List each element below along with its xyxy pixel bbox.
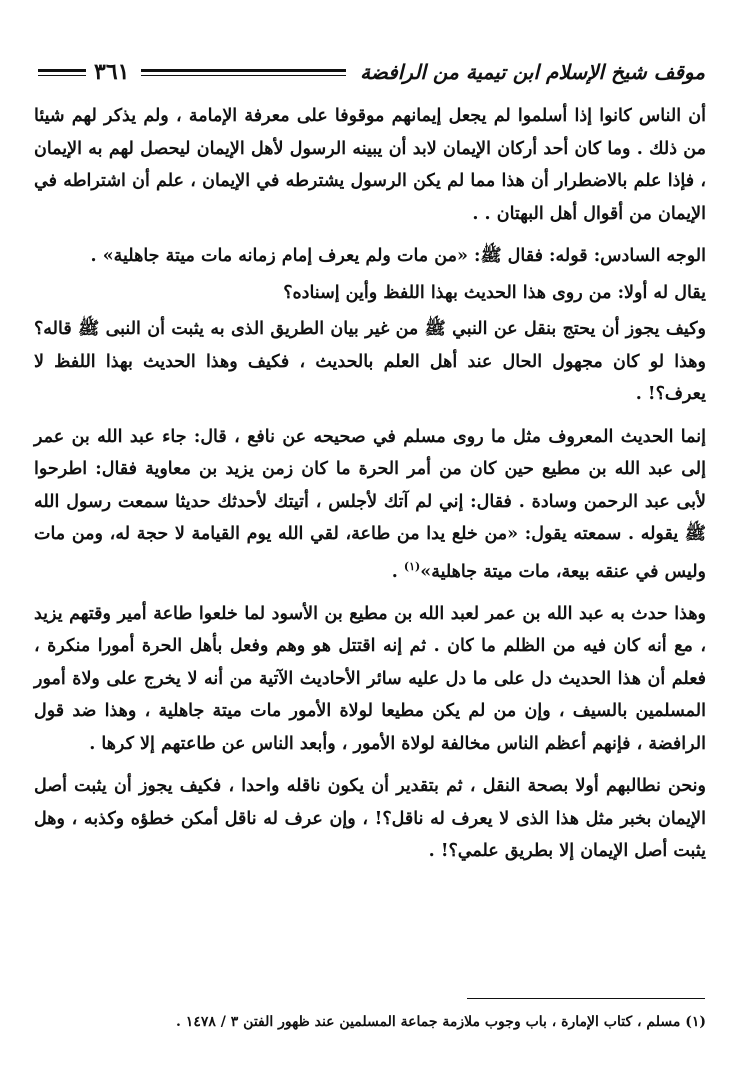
paragraph-2 [34,240,706,273]
hadith-quote-2: «من خلع يدا من طاعة، لقي الله يوم القيامة لا حجة له، ومن مات وليس في عنقه بيعة، مات ميتة جاهلية» [34,524,706,582]
hadith-quote-1: «من مات ولم يعرف إمام زمانه مات ميتة جاهلية» . [90,246,468,266]
footnote-divider [467,998,705,999]
paragraph-5-tail: . [391,561,404,582]
body-text [34,100,706,878]
paragraph-4: وكيف يجوز أن يحتج بنقل عن النبي ﷺ من غير بيان الطريق الذى به يثبت أن النبى ﷺ قاله؟ وهذا لو كان مجهول الحال عند أهل العلم بالحديث ، فكيف وهذا الحديث بهذا اللفظ لا يعرف؟! . [34,319,706,404]
paragraph-6: وهذا حدث به عبد الله بن عمر لعبد الله بن مطيع بن الأسود لما خلعوا طاعة أمير وقتهم يزيد ، مع أنه كان فيه من الظلم ما كان . ثم إنه اقتتل هو وهم وفعل بأهل الحرة أمورا منكرة ، فعلم أن هذا الحديث دل على ما دل عليه سائر الأحاديث الآتية من أنه لا يخرج على ولاة أمور المسلمين بالسيف ، وإن من لم يكن مطيعا لولاة الأمور مات ميتة جاهلية ، وهذا ضد قول الرافضة ، فإنهم أعظم الناس مخالفة لولاة الأمور ، وأبعد الناس عن طاعتهم إلا كرها . [34,603,706,754]
paragraph-7: ونحن نطالبهم أولا بصحة النقل ، ثم بتقدير أن يكون ناقله واحدا ، فكيف يجوز أن يثبت أصل الإيمان بخبر مثل هذا الذى لا يعرف له ناقل؟! ، وإن عرف له ناقل أمكن خطؤه وكذبه ، وهل يثبت أصل الإيمان إلا بطريق علمي؟! . [34,776,706,862]
paragraph-5 [34,421,706,588]
header-rule-end [38,69,86,76]
footnote: (١) مسلم ، كتاب الإمارة ، باب وجوب ملازمة جماعة المسلمين عند ظهور الفتن ٣ / ١٤٧٨ . [176,1014,706,1030]
running-header [38,52,705,92]
paragraph-1: أن الناس كانوا إذا أسلموا لم يجعل إيمانهم موقوفا على معرفة الإمامة ، ولم يذكر لهم شيئا من ذلك . وما كان أحد أركان الإيمان لابد أن يبينه الرسول لأهل الإيمان ليحصل لهم به الإيمان ، فإذا علم بالاضطرار أن هذا مما لم يكن الرسول يشترطه في الإيمان ، علم أن اشتراطه في الإيمان من أقوال أهل البهتان . . [34,106,706,224]
paragraph-5-lead: إنما الحديث المعروف مثل ما روى مسلم في صحيحه عن نافع ، قال: جاء عبد الله بن عمر إلى عبد الله بن مطيع حين كان من أمر الحرة ما كان زمن يزيد بن معاوية فقال: اطرحوا لأبى عبد الرحمن وسادة . فقال: إني لم آتك لأجلس ، أتيتك لأحدثك حديثا سمعت رسول الله ﷺ يقوله . سمعته يقول: [34,426,707,544]
footnote-ref[interactable]: (١) [403,559,421,573]
header-title: موقف شيخ الإسلام ابن تيمية من الرافضة [360,60,705,84]
header-rule [141,69,346,76]
page-number: ٣٦١ [94,59,130,85]
paragraph-3: يقال له أولا: من روى هذا الحديث بهذا اللفظ وأين إسناده؟ [283,282,706,303]
paragraph-2-lead: الوجه السادس: قوله: فقال ﷺ: [467,246,706,266]
